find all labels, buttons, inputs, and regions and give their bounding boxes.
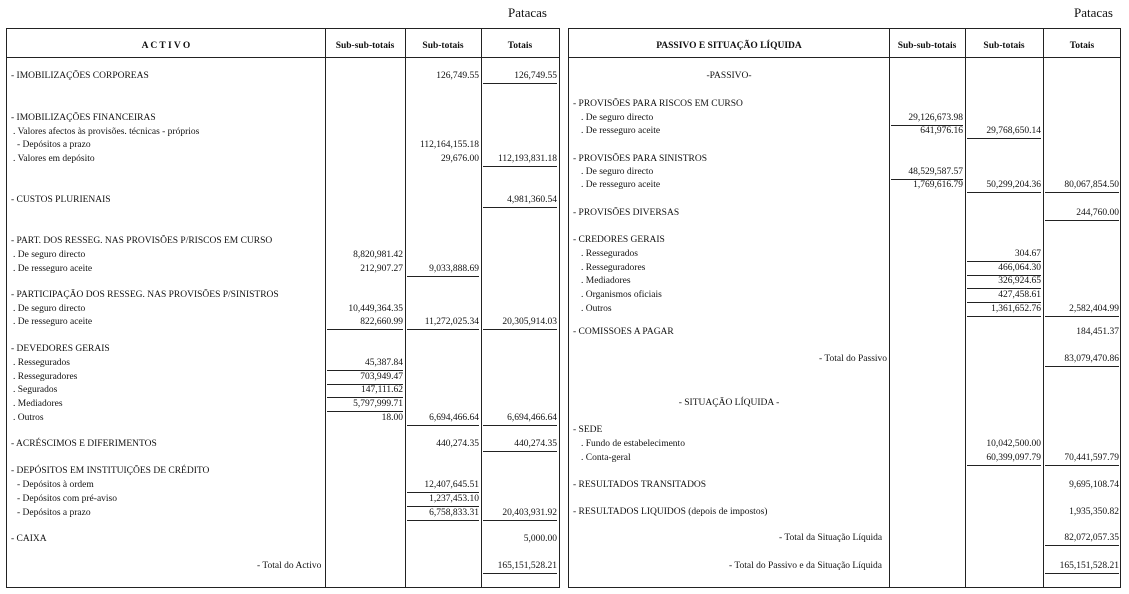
- passivo-row-label: . De resseguro aceite: [581, 126, 661, 136]
- activo-header: [7, 29, 559, 58]
- activo-row: [7, 507, 559, 520]
- activo-row-subsubtotal: 212,907.27: [360, 264, 403, 274]
- passivo-row-label: - SITUAÇÃO LÍQUIDA -: [678, 398, 780, 408]
- passivo-row: [569, 262, 1120, 275]
- activo-table: [6, 28, 560, 588]
- passivo-row-label: - Total do Passivo e da Situação Líquida: [729, 561, 882, 571]
- activo-row-subsubtotal: 822,660.99: [327, 316, 403, 330]
- passivo-row-total: 9,695,108.74: [1069, 480, 1119, 490]
- activo-row: [7, 139, 559, 152]
- activo-row: [7, 112, 559, 125]
- passivo-row-subtotal: 29,768,650.14: [967, 125, 1041, 139]
- passivo-row-total: 165,151,528.21: [1045, 560, 1119, 574]
- activo-row: [7, 70, 559, 83]
- activo-row: [7, 249, 559, 262]
- activo-row: [7, 371, 559, 384]
- activo-row: [7, 153, 559, 166]
- passivo-row: [569, 207, 1120, 220]
- activo-row-label: . Valores afectos às provisões. técnicas - próprios: [13, 127, 200, 137]
- activo-row-subtotal: 440,274.35: [436, 439, 479, 449]
- passivo-row-subtotal: 304.67: [967, 248, 1041, 262]
- activo-row-total: 126,749.55: [483, 70, 557, 84]
- passivo-row-total: 70,441,597.79: [1045, 452, 1119, 466]
- passivo-row-subtotal: 60,399,097.79: [967, 452, 1041, 466]
- passivo-row: [569, 125, 1120, 138]
- passivo-row: [569, 424, 1120, 437]
- passivo-row: [569, 438, 1120, 451]
- activo-row: [7, 194, 559, 207]
- activo-title: A C T I V O: [141, 41, 191, 51]
- passivo-col-subsubtotais: Sub-sub-totais: [897, 41, 957, 51]
- activo-row-label: - PART. DOS RESSEG. NAS PROVISÕES P/RISCOS EM CURSO: [11, 236, 273, 246]
- activo-row-label: . Segurados: [13, 385, 58, 395]
- activo-row-subtotal: 11,272,025.34: [407, 316, 479, 330]
- activo-row-label: . Ressegurados: [13, 358, 70, 368]
- passivo-row-label: - RESULTADOS LIQUIDOS (depois de impostos): [573, 507, 768, 517]
- activo-row-subsubtotal: 147,111.62: [327, 384, 403, 398]
- passivo-row-label: - PROVISÕES PARA SINISTROS: [573, 154, 708, 164]
- activo-row-label: - Depósitos à ordem: [17, 480, 94, 490]
- activo-row-subsubtotal: 8,820,981.42: [353, 250, 403, 260]
- passivo-row-label: - Total do Passivo: [819, 354, 888, 364]
- activo-col-totais: Totais: [507, 41, 533, 51]
- passivo-row-total: 83,079,470.86: [1045, 353, 1119, 367]
- passivo-row: [569, 166, 1120, 179]
- activo-row-subtotal: 126,749.55: [436, 71, 479, 81]
- activo-row-subsubtotal: 10,449,364.35: [348, 304, 403, 314]
- passivo-header: [569, 29, 1120, 58]
- activo-row-total: 4,981,360.54: [483, 194, 557, 208]
- activo-row-total: 20,305,914.03: [483, 316, 557, 330]
- passivo-row: [569, 353, 1120, 366]
- activo-row-subtotal: 9,033,888.69: [407, 263, 479, 277]
- activo-row-subtotal: 12,407,645.51: [407, 479, 479, 493]
- activo-row: [7, 479, 559, 492]
- activo-row-subsubtotal: 18.00: [381, 413, 403, 423]
- passivo-row-label: . Mediadores: [581, 276, 631, 286]
- activo-row-label: . Valores em depósito: [13, 154, 95, 164]
- activo-row: [7, 398, 559, 411]
- passivo-row-label: . Outros: [581, 304, 612, 314]
- activo-row: [7, 316, 559, 329]
- activo-row-label: . De resseguro aceite: [13, 317, 93, 327]
- activo-row-label: - Depósitos a prazo: [17, 140, 91, 150]
- passivo-row-total: 2,582,404.99: [1045, 303, 1119, 317]
- passivo-row: [569, 397, 1120, 410]
- activo-row: [7, 438, 559, 451]
- passivo-row-subtotal: 427,458.61: [967, 289, 1041, 303]
- passivo-row: [569, 532, 1120, 545]
- activo-row-label: - Depósitos a prazo: [17, 508, 91, 518]
- passivo-row: [569, 506, 1120, 519]
- activo-row-label: . De seguro directo: [13, 304, 86, 314]
- passivo-row: [569, 560, 1120, 573]
- passivo-row-label: - PROVISÕES PARA RISCOS EM CURSO: [573, 99, 743, 109]
- activo-row-subsubtotal: 45,387.84: [327, 357, 403, 371]
- passivo-col-totais: Totais: [1069, 41, 1095, 51]
- activo-row-label: - DEVEDORES GERAIS: [11, 344, 110, 354]
- passivo-row-subtotal: 50,299,204.36: [967, 179, 1041, 193]
- passivo-row: [569, 452, 1120, 465]
- activo-row: [7, 126, 559, 139]
- passivo-row: [569, 179, 1120, 192]
- activo-row: [7, 303, 559, 316]
- passivo-row: [569, 479, 1120, 492]
- passivo-row-subtotal: 1,361,652.76: [967, 303, 1041, 317]
- passivo-row-label: . De seguro directo: [581, 113, 654, 123]
- passivo-row-subtotal: 466,064.30: [967, 262, 1041, 276]
- passivo-row-total: 80,067,854.50: [1045, 179, 1119, 193]
- passivo-row-label: -PASSIVO-: [706, 71, 752, 81]
- passivo-row: [569, 248, 1120, 261]
- activo-row-total: 20,403,931.92: [483, 507, 557, 521]
- activo-row: [7, 465, 559, 478]
- activo-row-subtotal: 6,694,466.64: [407, 412, 479, 426]
- activo-col-subsubtotais: Sub-sub-totais: [335, 41, 395, 51]
- passivo-row-label: . De seguro directo: [581, 167, 654, 177]
- passivo-row-subsubtotal: 641,976.16: [920, 126, 963, 136]
- passivo-row-label: . Resseguradores: [581, 263, 646, 273]
- passivo-row-label: . Ressegurados: [581, 249, 638, 259]
- passivo-row: [569, 112, 1120, 125]
- activo-row-subsubtotal: 5,797,999.71: [327, 398, 403, 412]
- passivo-row-label: . Organismos oficiais: [581, 290, 662, 300]
- passivo-row-label: - RESULTADOS TRANSITADOS: [573, 480, 707, 490]
- activo-row-label: - CUSTOS PLURIENAIS: [11, 195, 111, 205]
- activo-row-label: . Outros: [13, 413, 44, 423]
- passivo-row-label: - Total da Situação Líquida: [779, 533, 883, 543]
- activo-row-label: - IMOBILIZAÇÕES FINANCEIRAS: [11, 113, 156, 123]
- passivo-row-label: - CREDORES GERAIS: [573, 235, 665, 245]
- passivo-row: [569, 234, 1120, 247]
- passivo-row-total: 244,760.00: [1045, 207, 1119, 221]
- activo-row-total: 440,274.35: [483, 438, 557, 452]
- passivo-row-subtotal: 10,042,500.00: [986, 439, 1041, 449]
- activo-row: [7, 533, 559, 546]
- passivo-row-label: - COMISSOES A PAGAR: [573, 327, 674, 337]
- activo-row: [7, 357, 559, 370]
- activo-row-subtotal: 29,676.00: [441, 154, 479, 164]
- activo-row-label: - Total do Activo: [257, 561, 322, 571]
- passivo-row-label: - PROVISÕES DIVERSAS: [573, 208, 680, 218]
- activo-row-label: - CAIXA: [11, 534, 47, 544]
- passivo-row: [569, 289, 1120, 302]
- passivo-row-subsubtotal: 29,126,673.98: [891, 112, 963, 126]
- passivo-row-label: . Conta-geral: [581, 453, 631, 463]
- passivo-row-total: 184,451.37: [1076, 327, 1119, 337]
- activo-row-total: 5,000.00: [523, 534, 557, 544]
- activo-row-label: . Mediadores: [13, 399, 63, 409]
- activo-row-subtotal: 1,237,453.10: [407, 493, 479, 507]
- activo-col-subtotais: Sub-totais: [422, 41, 464, 51]
- activo-row-label: . De seguro directo: [13, 250, 86, 260]
- passivo-row: [569, 303, 1120, 316]
- activo-row-label: . Resseguradores: [13, 372, 78, 382]
- passivo-table: [568, 28, 1121, 588]
- activo-row-label: . De resseguro aceite: [13, 264, 93, 274]
- passivo-row-label: . Fundo de estabelecimento: [581, 439, 685, 449]
- passivo-row-total: 82,072,057.35: [1045, 532, 1119, 546]
- activo-row: [7, 343, 559, 356]
- activo-row: [7, 560, 559, 573]
- passivo-row: [569, 326, 1120, 339]
- activo-row-label: - PARTICIPAÇÃO DOS RESSEG. NAS PROVISÕES P/SINISTROS: [11, 290, 279, 300]
- passivo-row: [569, 153, 1120, 166]
- activo-row: [7, 289, 559, 302]
- passivo-col-subtotais: Sub-totais: [983, 41, 1025, 51]
- activo-row-label: - IMOBILIZAÇÕES CORPOREAS: [11, 71, 149, 81]
- activo-row-subtotal: 112,164,155.18: [419, 140, 479, 150]
- passivo-row-label: . De resseguro aceite: [581, 180, 661, 190]
- activo-row-label: - ACRÉSCIMOS E DIFERIMENTOS: [11, 439, 157, 449]
- passivo-row: [569, 70, 1120, 83]
- activo-row-total: 6,694,466.64: [483, 412, 557, 426]
- activo-row-subtotal: 6,758,833.31: [407, 507, 479, 521]
- passivo-row-subtotal: 326,924.65: [967, 275, 1041, 289]
- activo-row-label: - DEPÓSITOS EM INSTITUIÇÕES DE CRÉDITO: [11, 466, 210, 476]
- activo-row: [7, 493, 559, 506]
- passivo-title: PASSIVO E SITUAÇÃO LÍQUIDA: [656, 41, 802, 51]
- activo-row-total: 112,193,831.18: [483, 153, 557, 167]
- activo-row: [7, 263, 559, 276]
- activo-row: [7, 235, 559, 248]
- activo-row-total: 165,151,528.21: [483, 560, 557, 574]
- currency-label-right: Patacas: [1074, 5, 1113, 20]
- passivo-row-label: - SEDE: [573, 425, 603, 435]
- passivo-row: [569, 275, 1120, 288]
- passivo-row-total: 1,935,350.82: [1069, 507, 1119, 517]
- passivo-row-subsubtotal: 48,529,587.57: [891, 166, 963, 180]
- passivo-row-subsubtotal: 1,769,616.79: [913, 180, 963, 190]
- activo-row-label: - Depósitos com pré-aviso: [17, 494, 117, 504]
- activo-row: [7, 412, 559, 425]
- activo-row: [7, 384, 559, 397]
- activo-row-subsubtotal: 703,949.47: [327, 371, 403, 385]
- passivo-row: [569, 98, 1120, 111]
- currency-label-left: Patacas: [508, 5, 547, 20]
